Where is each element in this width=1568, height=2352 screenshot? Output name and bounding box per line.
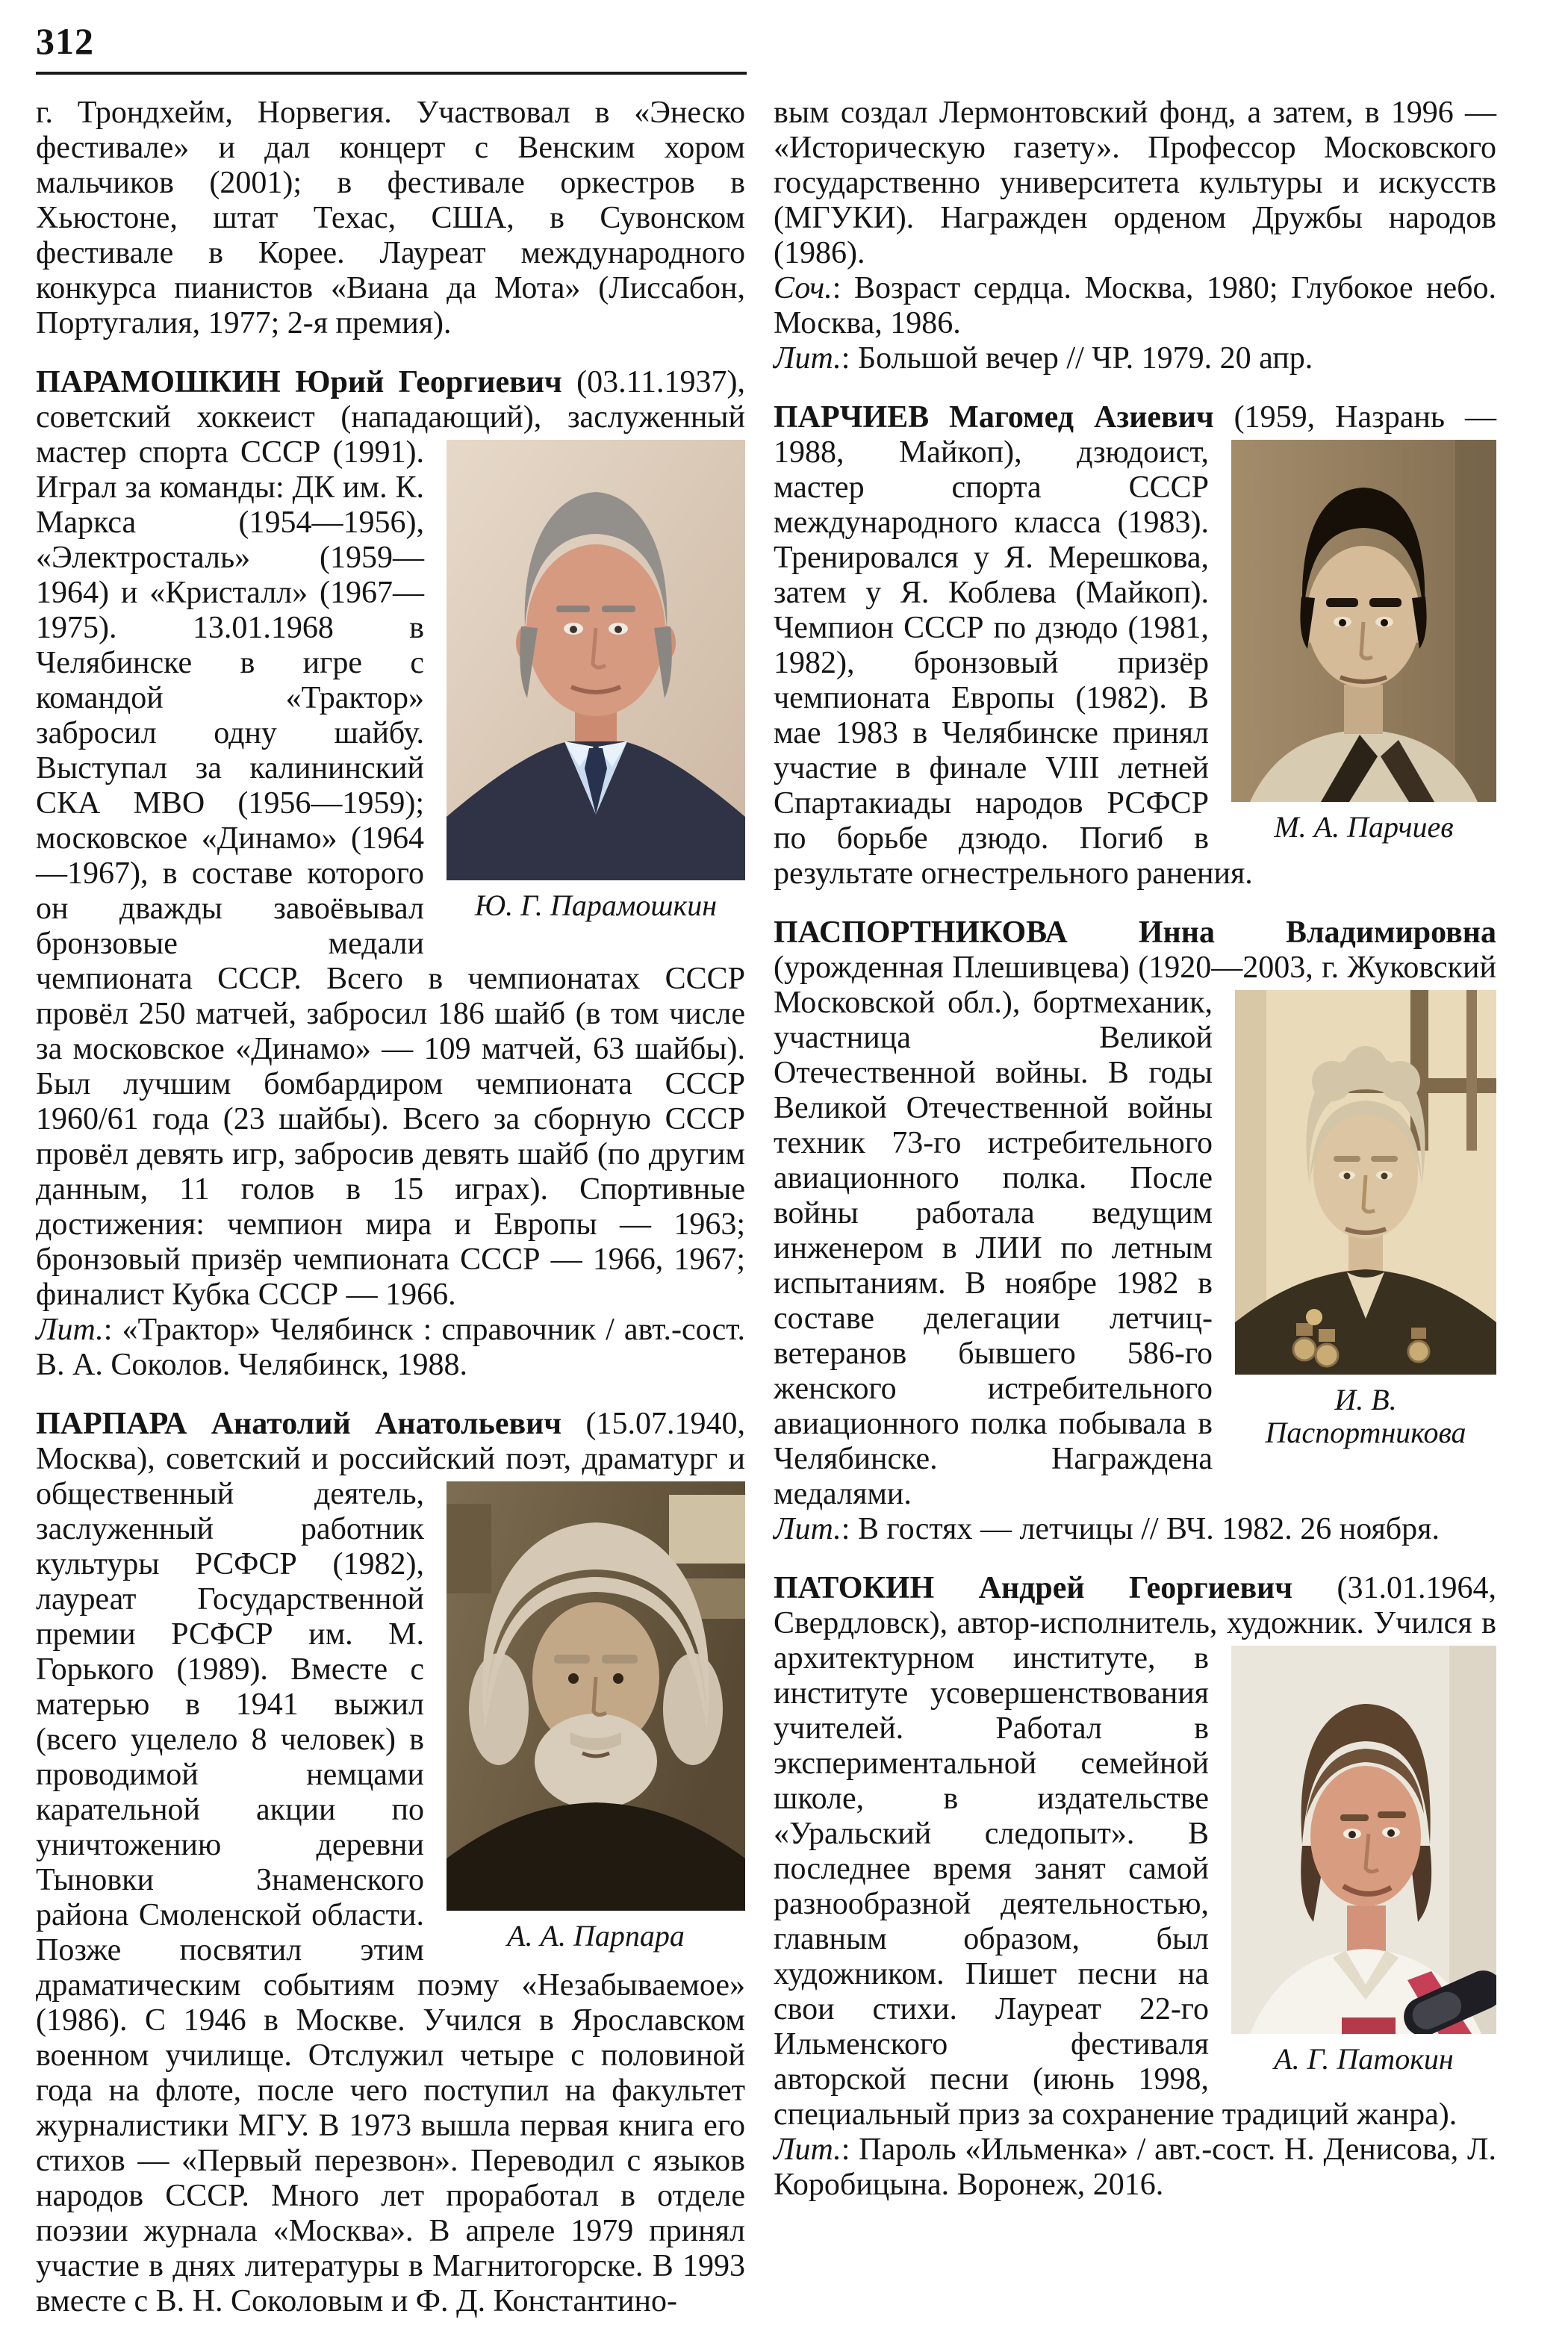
photo-caption: Ю. Г. Парамошкин <box>474 889 718 922</box>
photo-block-pasportnikova <box>1235 990 1496 1449</box>
entry-text: драматург и общественный деятель, заслуженный работник культуры РСФСР (1982), лауреат Государственной премии РСФСР им. М. Горького (1989). Вместе с матерью в 1941 выжил (всего уцелело 8 человек) в проводимой немцами карательной акции по уничтожению деревни Тыновки Знаменского района Смоленской области. Позже посвятил этим драматическим событиям поэму «Незабываемое» (1986). С 1946 в Москве. Учился в Ярославском военном училище. Отслужил четыре с половиной года на флоте, после чего поступил на факультет журналистики МГУ. В 1973 вышла первая книга его стихов — «Первый перезвон». Переводил с языков народов СССР. Много лет проработал в отделе поэзии журнала «Москва». В апреле 1979 принял участие в днях литературы в Магнитогорске. В 1993 вместе с В. Н. Соколовым и Ф. Д. Константино- <box>36 1442 745 2318</box>
lit-label: Лит. <box>774 341 841 376</box>
entry-text: (15.07.1940, Москва), советский и российский поэт, <box>36 1407 745 1476</box>
photo-block-parpara <box>447 1481 745 1953</box>
entry-head-paramoshkin: ПАРАМОШКИН Юрий Георгиевич <box>36 365 562 399</box>
right-column <box>774 96 1496 2203</box>
photo-block-patokin <box>1231 1646 1496 2076</box>
portrait-paramoshkin-photo <box>447 440 745 880</box>
entry-text: Московской обл.), бортмеханик, участница Великой Отечественной войны. В годы Великой Отечественной войны техник 73-го истребительного авиационного полка. После войны работала ведущим инженером в ЛИИ по летным испытаниям. В ноябре 1982 в составе делегации летчиц-ветеранов бывшего 586-го женского истребительного авиационного полка побывала в Челябинске. Награждена медалями. <box>774 986 1213 1511</box>
left-column <box>36 96 745 2319</box>
soch-text: : Возраст сердца. Москва, 1980; Глубокое небо. Москва, 1986. <box>774 271 1496 340</box>
entry-head-patokin: ПАТОКИН Андрей Георгиевич <box>774 1571 1293 1605</box>
photo-block-parchiev <box>1231 440 1496 844</box>
entry-text: (урожденная Плешивцева) (1920—2003, г. Жуковский <box>774 951 1496 985</box>
entry-head-parchiev: ПАРЧИЕВ Магомед Азиевич <box>774 400 1214 435</box>
header-rule <box>36 72 747 75</box>
portrait-parpara-photo <box>447 1481 745 1911</box>
lit-paragraph-pasportnikova <box>774 1512 1496 1547</box>
lit-label: Лит. <box>774 2132 841 2167</box>
portrait-patokin-photo <box>1231 1646 1496 2034</box>
entry-text: Учился в архитектурном институте, в институте усовершенствования учителей. Работал в экспериментальной семейной школе, в издательстве «Уральский следопыт». В последнее время занят самой разнообразной деятельностью, главным образом, был художником. Пишет песни на свои стихи. Лауреат 22-го Ильменского фестиваля авторской песни (июнь 1998, специальный приз за сохранение традиций жанра). <box>774 1606 1496 2132</box>
entry-text: (31.01.1964, Свердловск), автор-исполнитель, художник. <box>774 1571 1496 1640</box>
entry-text: 1988, Майкоп), дзюдоист, мастер спорта СССР международного класса (1983). Тренировался у Я. Мерешкова, затем у Я. Коблева (Майкоп). Чемпион СССР по дзюдо (1981, 1982), бронзовый призёр чемпионата Европы (1982). В мае 1983 в Челябинске принял участие в финале VIII летней Спартакиады народов РСФСР по борьбе дзюдо. Погиб в результате огнестрельного ранения. <box>774 435 1253 891</box>
lit-paragraph-parpara <box>774 341 1496 376</box>
portrait-pasportnikova-photo <box>1235 990 1496 1375</box>
photo-block-paramoshkin <box>447 440 745 922</box>
lit-paragraph-paramoshkin <box>36 1313 745 1383</box>
entry-patokin <box>774 1571 1496 2132</box>
entry-paramoshkin <box>36 365 745 1313</box>
lit-text: : «Трактор» Челябинск : справочник / авт.-сост. В. А. Соколов. Челябинск, 1988. <box>36 1313 745 1382</box>
photo-caption: М. А. Парчиев <box>1274 810 1454 844</box>
page-number: 312 <box>36 20 94 62</box>
lit-label: Лит. <box>774 1512 841 1546</box>
entry-head-pasportnikova: ПАСПОРТНИКОВА Инна Владимировна <box>774 915 1496 950</box>
lit-text: : Большой вечер // ЧР. 1979. 20 апр. <box>841 341 1313 376</box>
soch-label: Соч. <box>774 271 833 305</box>
entry-pasportnikova <box>774 915 1496 1512</box>
lit-label: Лит. <box>36 1313 104 1347</box>
lit-text: : В гостях — летчицы // ВЧ. 1982. 26 ноября. <box>841 1512 1440 1546</box>
entry-parchiev <box>774 400 1496 892</box>
entry-text: (1959, Назрань — <box>1213 400 1497 435</box>
photo-caption: И. В. Паспортникова <box>1265 1383 1466 1449</box>
lit-paragraph-patokin <box>774 2132 1496 2203</box>
photo-caption: А. Г. Патокин <box>1274 2042 1454 2076</box>
photo-caption: А. А. Парпара <box>507 1919 685 1953</box>
soch-paragraph-parpara <box>774 271 1496 341</box>
entry-head-parpara: ПАРПАРА Анатолий Анатольевич <box>36 1407 562 1441</box>
parpara-continuation-paragraph: вым создал Лермонтовский фонд, а затем, в 1996 — «Историческую газету». Профессор Московского государственно университета культуры и искусств (МГУКИ). Награжден орденом Дружбы народов (1986). <box>774 96 1496 270</box>
entry-text: (03.11.1937), советский хоккеист (нападающий), заслуженный <box>36 365 745 435</box>
lit-text: : Пароль «Ильменка» / авт.-сост. Н. Денисова, Л. Коробицына. Воронеж, 2016. <box>774 2132 1496 2202</box>
entry-text: мастер спорта СССР (1991). Играл за команды: ДК им. К. Маркса (1954—1956), «Электросталь» (1959—1964) и «Кристалл» (1967—1975). 13.01.1968 в Челябинске в игре с командой «Трактор» забросил одну шайбу. Выступал за калининский СКА МВО (1956—1959); московское «Динамо» (1964—1967), в составе которого он дважды завоёвывал бронзовые медали чемпионата СССР. Всего в чемпионатах СССР провёл 250 матчей, забросил 186 шайб (в том числе за московское «Динамо» — 109 матчей, 63 шайбы). Был лучшим бомбардиром чемпионата СССР 1960/61 года (23 шайбы). Всего за сборную СССР провёл девять игр, забросив девять шайб (по другим данным, 11 голов в 15 играх). Спортивные достижения: чемпион мира и Европы — 1963; бронзовый призёр чемпионата СССР — 1966, 1967; финалист Кубка СССР — 1966. <box>36 435 745 1312</box>
continuation-paragraph: г. Трондхейм, Норвегия. Участвовал в «Энеско фестивале» и дал концерт с Венским хором мальчиков (2001); в фестивале оркестров в Хьюстоне, штат Техас, США, в Сувонском фестивале в Корее. Лауреат международного конкурса пианистов «Виана да Мота» (Лиссабон, Португалия, 1977; 2-я премия). <box>36 96 745 340</box>
entry-parpara <box>36 1407 745 2319</box>
portrait-parchiev-photo <box>1231 440 1496 802</box>
